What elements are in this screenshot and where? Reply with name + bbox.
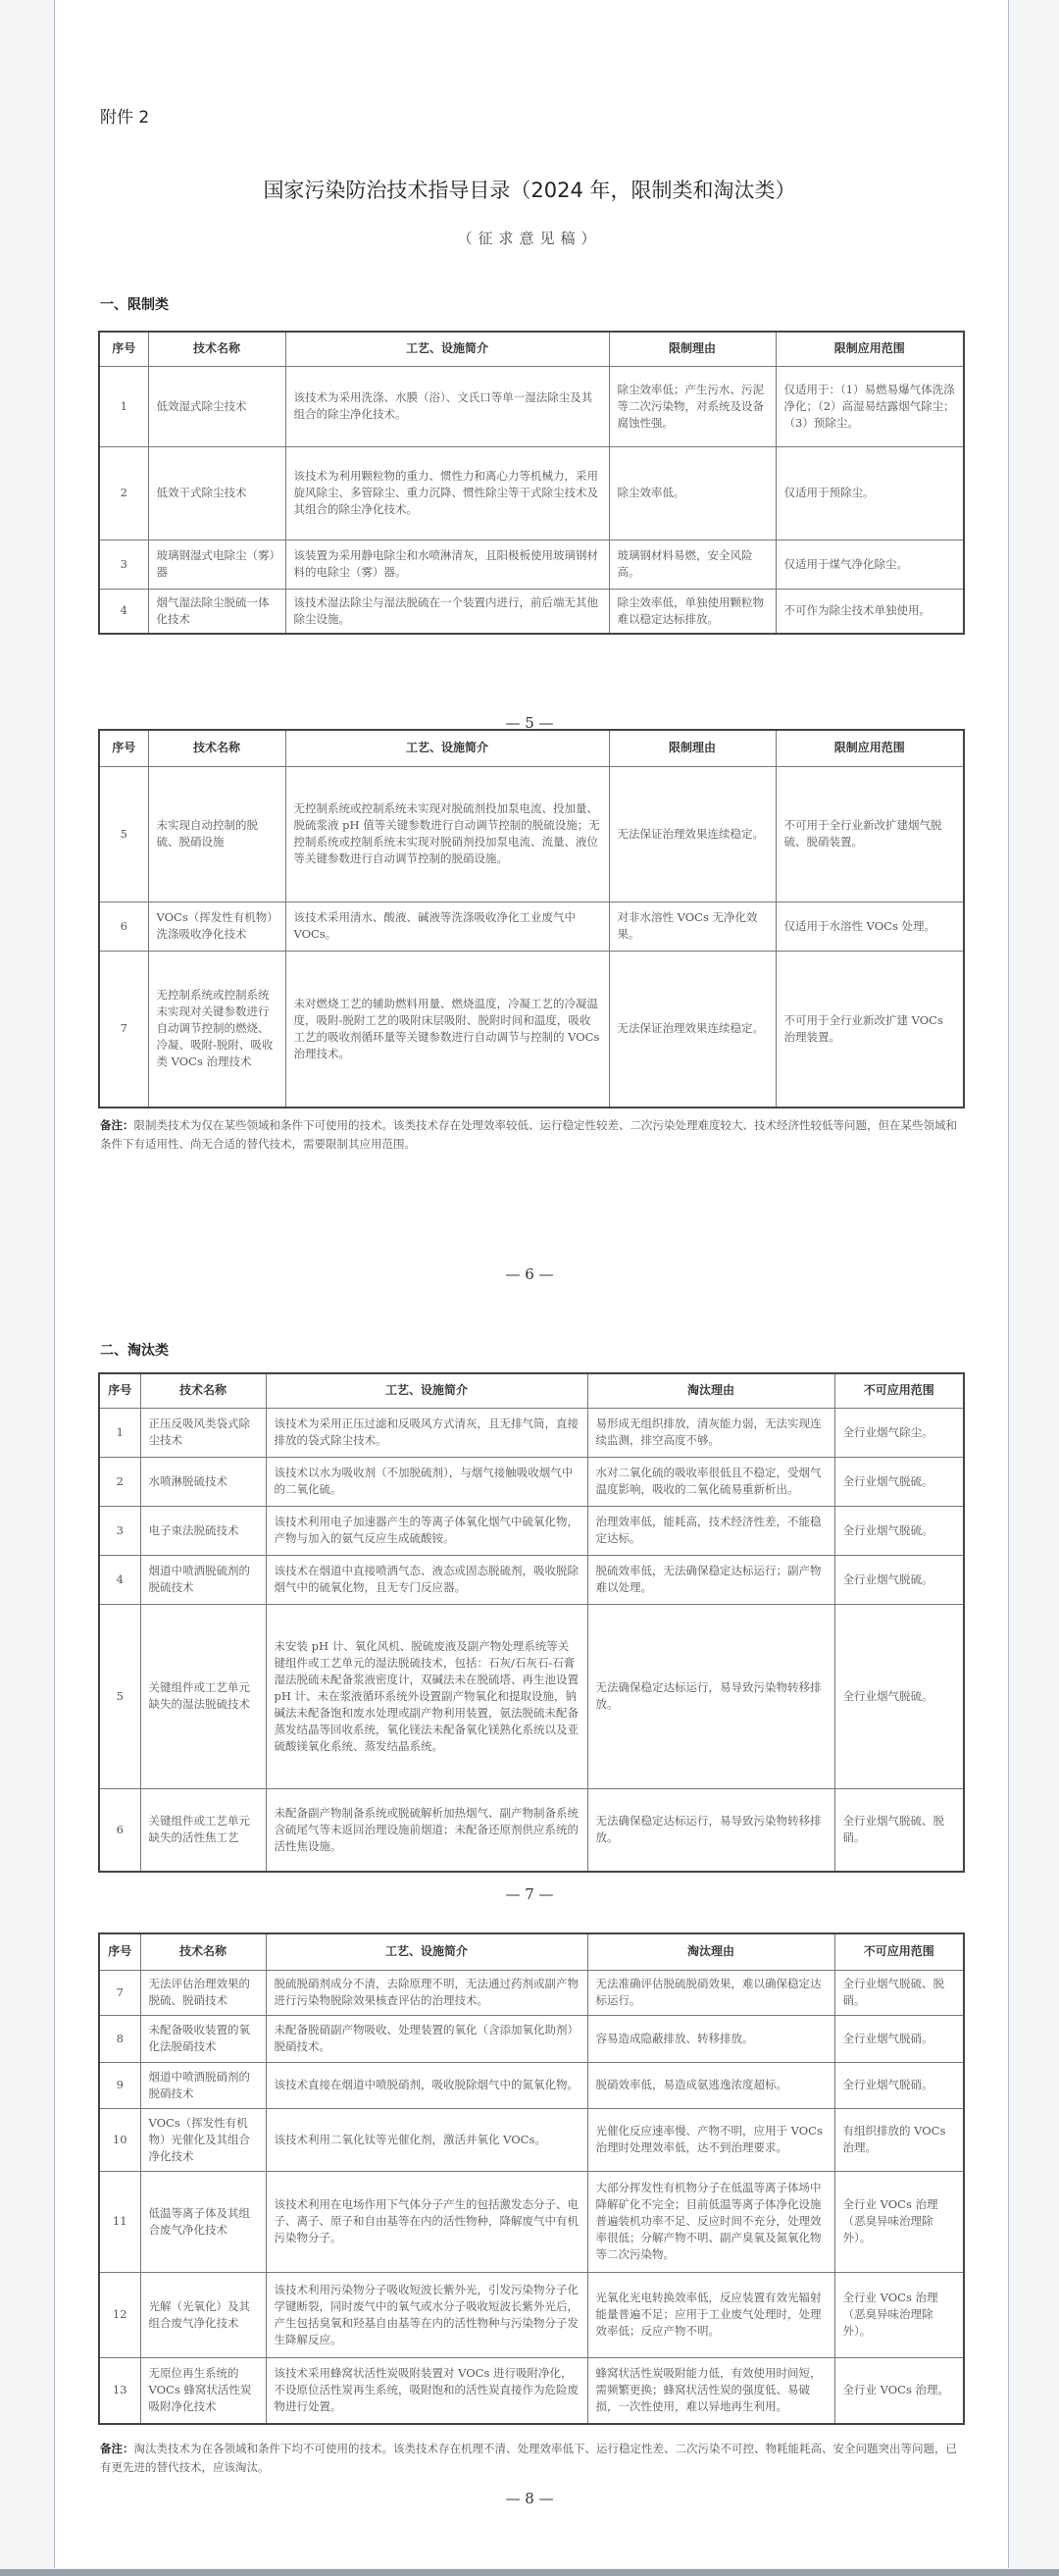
section-heading-restricted: 一、限制类 <box>100 297 169 313</box>
cell-reason: 对非水溶性 VOCs 无净化效果。 <box>609 902 776 951</box>
cell-reason: 大部分挥发性有机物分子在低温等离子体场中降解矿化不完全；目前低温等离子体净化设施普遍装机功率不足、反应时间不充分，处理效率很低；分解产物不明、副产臭氧及氮氧化物等二次污染物。 <box>587 2171 834 2272</box>
header-reason: 淘汰理由 <box>587 1373 834 1408</box>
table-row <box>99 2015 964 2062</box>
header-reason: 淘汰理由 <box>587 1933 834 1970</box>
cell-index: 1 <box>99 366 148 446</box>
cell-index: 13 <box>99 2357 140 2424</box>
table-row <box>99 2357 964 2424</box>
cell-reason: 易形成无组织排放，清灰能力弱，无法实现连续监测，排空高度不够。 <box>587 1408 834 1457</box>
table-header-row <box>99 1933 964 1970</box>
table-row <box>99 366 964 446</box>
cell-tech-name: 正压反吸风类袋式除尘技术 <box>140 1408 266 1457</box>
cell-description: 该技术利用电子加速器产生的等离子体氧化烟气中硫氧化物，产物与加入的氨气反应生成硫酸铵。 <box>266 1506 587 1555</box>
cell-index: 5 <box>99 1604 140 1788</box>
cell-tech-name: VOCs（挥发性有机物）光催化及其组合净化技术 <box>140 2108 266 2171</box>
table-row <box>99 589 964 634</box>
page-number: — 5 — <box>505 714 554 732</box>
cell-tech-name: 无法评估治理效果的脱硫、脱硝技术 <box>140 1970 266 2015</box>
cell-description: 该技术以水为吸收剂（不加脱硫剂），与烟气接触吸收烟气中的二氧化硫。 <box>266 1457 587 1506</box>
cell-scope: 全行业烟气脱硫、脱硝。 <box>834 1788 964 1872</box>
table-row <box>99 540 964 589</box>
eliminated-note <box>100 2440 961 2477</box>
cell-reason: 除尘效率低；产生污水、污泥等二次污染物，对系统及设备腐蚀性强。 <box>609 366 776 446</box>
cell-index: 4 <box>99 1555 140 1604</box>
cell-description: 未安装 pH 计、氧化风机、脱硫废液及副产物处理系统等关键组件或工艺单元的湿法脱硫技术，包括：石灰/石灰石-石膏湿法脱硫未配备浆液密度计，双碱法未在脱硫塔、再生池设置 pH 计、未在浆液循环系统外设置副产物氧化和提取设施，钠碱法未配备饱和废水处理或副产物利用装置，氨法脱硫未配备蒸发结晶等回收系统，氧化镁法未配备氧化镁熟化系统以及亚硫酸镁氧化系统、蒸发结晶系统。 <box>266 1604 587 1788</box>
note-label: 备注： <box>100 1118 134 1132</box>
cell-index: 1 <box>99 1408 140 1457</box>
header-index: 序号 <box>99 730 148 766</box>
header-description: 工艺、设施简介 <box>285 730 609 766</box>
eliminated-table-page8 <box>98 1932 965 2425</box>
page-number: — 7 — <box>505 1885 554 1903</box>
cell-tech-name: 光解（光氧化）及其组合废气净化技术 <box>140 2272 266 2357</box>
table-row <box>99 1970 964 2015</box>
cell-reason: 除尘效率低。 <box>609 446 776 540</box>
cell-scope: 不可用于全行业新改扩建 VOCs 治理装置。 <box>776 951 964 1108</box>
header-index: 序号 <box>99 332 148 366</box>
cell-index: 5 <box>99 766 148 902</box>
cell-reason: 蜂窝状活性炭吸附能力低，有效使用时间短，需频繁更换；蜂窝状活性炭的强度低、易破损，一次性使用，难以异地再生利用。 <box>587 2357 834 2424</box>
cell-reason: 无法确保稳定达标运行，易导致污染物转移排放。 <box>587 1788 834 1872</box>
header-index: 序号 <box>99 1373 140 1408</box>
cell-index: 6 <box>99 1788 140 1872</box>
cell-scope: 不可作为除尘技术单独使用。 <box>776 589 964 634</box>
cell-description: 该技术为采用洗涤、水膜（浴）、文氏口等单一湿法除尘及其组合的除尘净化技术。 <box>285 366 609 446</box>
cell-description: 该技术利用污染物分子吸收短波长紫外光，引发污染物分子化学键断裂，同时废气中的氧气或水分子吸收短波长紫外光后，产生包括臭氧和羟基自由基等在内的活性物种与污染物分子发生降解反应。 <box>266 2272 587 2357</box>
cell-description: 该技术采用清水、酸液、碱液等洗涤吸收净化工业废气中 VOCs。 <box>285 902 609 951</box>
table-row <box>99 1555 964 1604</box>
header-index: 序号 <box>99 1933 140 1970</box>
cell-description: 该技术利用二氧化钛等光催化剂，激活并氧化 VOCs。 <box>266 2108 587 2171</box>
header-description: 工艺、设施简介 <box>285 332 609 366</box>
cell-tech-name: 低温等离子体及其组合废气净化技术 <box>140 2171 266 2272</box>
header-scope: 不可应用范围 <box>834 1933 964 1970</box>
cell-scope: 全行业烟气脱硝。 <box>834 2015 964 2062</box>
cell-index: 3 <box>99 540 148 589</box>
cell-reason: 除尘效率低，单独使用颗粒物难以稳定达标排放。 <box>609 589 776 634</box>
cell-description: 未对燃烧工艺的辅助燃料用量、燃烧温度，冷凝工艺的冷凝温度，吸附-脱附工艺的吸附床层吸附、脱附时间和温度，吸收工艺的吸收剂循环量等关键参数进行自动调节与控制的 VOCs 治理技术。 <box>285 951 609 1108</box>
table-row <box>99 1788 964 1872</box>
cell-scope: 仅适用于煤气净化除尘。 <box>776 540 964 589</box>
cell-description: 该装置为采用静电除尘和水喷淋清灰，且阳极板使用玻璃钢材料的电除尘（雾）器。 <box>285 540 609 589</box>
cell-reason: 无法确保稳定达标运行，易导致污染物转移排放。 <box>587 1604 834 1788</box>
cell-scope: 仅适用于水溶性 VOCs 处理。 <box>776 902 964 951</box>
cell-scope: 全行业烟气脱硫。 <box>834 1555 964 1604</box>
cell-scope: 全行业烟气脱硫。 <box>834 1506 964 1555</box>
table-row <box>99 1457 964 1506</box>
restricted-table-page5 <box>98 331 965 635</box>
cell-index: 2 <box>99 1457 140 1506</box>
eliminated-table-page7 <box>98 1372 965 1873</box>
cell-reason: 脱硝效率低，易造成氨逃逸浓度超标。 <box>587 2062 834 2108</box>
cell-tech-name: 电子束法脱硫技术 <box>140 1506 266 1555</box>
note-text: 限制类技术为仅在某些领域和条件下可使用的技术。该类技术存在处理效率较低、运行稳定性较差、二次污染处理难度较大、技术经济性较低等问题，但在某些领域和条件下有适用性、尚无合适的替代技术，需要限制其应用范围。 <box>100 1118 957 1151</box>
cell-scope: 全行业烟气脱硫。 <box>834 1604 964 1788</box>
cell-tech-name: 低效湿式除尘技术 <box>148 366 285 446</box>
cell-index: 3 <box>99 1506 140 1555</box>
table-header-row <box>99 1373 964 1408</box>
cell-scope: 有组织排放的 VOCs 治理。 <box>834 2108 964 2171</box>
cell-tech-name: 关键组件或工艺单元缺失的湿法脱硫技术 <box>140 1604 266 1788</box>
document-subtitle: （征求意见稿） <box>457 230 602 247</box>
cell-reason: 脱硫效率低，无法确保稳定达标运行；副产物难以处理。 <box>587 1555 834 1604</box>
cell-scope: 全行业 VOCs 治理（恶臭异味治理除外）。 <box>834 2272 964 2357</box>
cell-scope: 不可用于全行业新改扩建烟气脱硫、脱硝装置。 <box>776 766 964 902</box>
cell-scope: 全行业 VOCs 治理。 <box>834 2357 964 2424</box>
cell-index: 11 <box>99 2171 140 2272</box>
cell-tech-name: 无原位再生系统的 VOCs 蜂窝状活性炭吸附净化技术 <box>140 2357 266 2424</box>
cell-index: 9 <box>99 2062 140 2108</box>
cell-description: 该技术利用在电场作用下气体分子产生的包括激发态分子、电子、离子、原子和自由基等在内的活性物种，降解废气中有机污染物分子。 <box>266 2171 587 2272</box>
table-row <box>99 1604 964 1788</box>
cell-scope: 仅适用于：（1）易燃易爆气体洗涤净化；（2）高湿易结露烟气除尘；（3）预除尘。 <box>776 366 964 446</box>
table-row <box>99 2171 964 2272</box>
header-reason: 限制理由 <box>609 332 776 366</box>
cell-reason: 光催化反应速率慢、产物不明，应用于 VOCs 治理时处理效率低，达不到治理要求。 <box>587 2108 834 2171</box>
table-row <box>99 766 964 902</box>
page-bottom-edge <box>0 2569 1059 2576</box>
table-row <box>99 2272 964 2357</box>
cell-description: 该技术为采用正压过滤和反吸风方式清灰，且无排气筒，直接排放的袋式除尘技术。 <box>266 1408 587 1457</box>
section-heading-eliminated: 二、淘汰类 <box>100 1343 169 1359</box>
cell-index: 7 <box>99 1970 140 2015</box>
table-row <box>99 1506 964 1555</box>
cell-tech-name: 低效干式除尘技术 <box>148 446 285 540</box>
table-row <box>99 446 964 540</box>
attachment-label: 附件 2 <box>100 108 150 128</box>
header-description: 工艺、设施简介 <box>266 1933 587 1970</box>
cell-description: 该技术在烟道中直接喷洒气态、液态或固态脱硫剂，吸收脱除烟气中的硫氧化物，且无专门反应器。 <box>266 1555 587 1604</box>
cell-tech-name: VOCs（挥发性有机物）洗涤吸收净化技术 <box>148 902 285 951</box>
cell-scope: 全行业烟气除尘。 <box>834 1408 964 1457</box>
table-header-row <box>99 730 964 766</box>
cell-tech-name: 玻璃钢湿式电除尘（雾）器 <box>148 540 285 589</box>
document-title: 国家污染防治技术指导目录（2024 年，限制类和淘汰类） <box>263 179 796 202</box>
cell-description: 该技术采用蜂窝状活性炭吸附装置对 VOCs 进行吸附净化，不设原位活性炭再生系统，吸附饱和的活性炭直接作为危险废物进行处置。 <box>266 2357 587 2424</box>
header-tech-name: 技术名称 <box>148 730 285 766</box>
cell-reason: 容易造成隐蔽排放、转移排放。 <box>587 2015 834 2062</box>
cell-index: 10 <box>99 2108 140 2171</box>
header-reason: 限制理由 <box>609 730 776 766</box>
cell-scope: 全行业烟气脱硫。 <box>834 1457 964 1506</box>
header-scope: 限制应用范围 <box>776 332 964 366</box>
header-description: 工艺、设施简介 <box>266 1373 587 1408</box>
cell-index: 8 <box>99 2015 140 2062</box>
cell-index: 2 <box>99 446 148 540</box>
cell-reason: 无法保证治理效果连续稳定。 <box>609 766 776 902</box>
table-header-row <box>99 332 964 366</box>
cell-description: 该技术湿法除尘与湿法脱硫在一个装置内进行，前后端无其他除尘设施。 <box>285 589 609 634</box>
page-number: — 6 — <box>505 1265 554 1283</box>
header-scope: 限制应用范围 <box>776 730 964 766</box>
cell-reason: 无法保证治理效果连续稳定。 <box>609 951 776 1108</box>
table-row <box>99 902 964 951</box>
cell-index: 4 <box>99 589 148 634</box>
cell-description: 该技术为利用颗粒物的重力、惯性力和离心力等机械力，采用旋风除尘、多管除尘、重力沉降、惯性除尘等干式除尘技术及其组合的除尘净化技术。 <box>285 446 609 540</box>
cell-reason: 治理效率低，能耗高，技术经济性差，不能稳定达标。 <box>587 1506 834 1555</box>
restricted-table-page6 <box>98 729 965 1108</box>
cell-tech-name: 烟气湿法除尘脱硫一体化技术 <box>148 589 285 634</box>
cell-tech-name: 关键组件或工艺单元缺失的活性焦工艺 <box>140 1788 266 1872</box>
cell-scope: 全行业烟气脱硝。 <box>834 2062 964 2108</box>
note-label: 备注： <box>100 2442 134 2455</box>
cell-description: 脱硫脱硝剂成分不清，去除原理不明，无法通过药剂或副产物进行污染物脱除效果核查评估的治理技术。 <box>266 1970 587 2015</box>
header-tech-name: 技术名称 <box>148 332 285 366</box>
cell-description: 未配备副产物制备系统或脱硫解析加热烟气、副产物制备系统含硫尾气等未返回治理设施前烟道；未配备还原剂供应系统的活性焦设施。 <box>266 1788 587 1872</box>
cell-description: 无控制系统或控制系统未实现对脱硫剂投加泵电流、投加量、脱硫浆液 pH 值等关键参数进行自动调节控制的脱硫设施；无控制系统或控制系统未实现对脱硝剂投加泵电流、流量、液位等关键参数进行自动调节控制的脱硝设施。 <box>285 766 609 902</box>
cell-index: 7 <box>99 951 148 1108</box>
header-tech-name: 技术名称 <box>140 1373 266 1408</box>
cell-scope: 全行业烟气脱硫、脱硝。 <box>834 1970 964 2015</box>
cell-scope: 仅适用于预除尘。 <box>776 446 964 540</box>
cell-description: 该技术直接在烟道中喷脱硝剂，吸收脱除烟气中的氮氧化物。 <box>266 2062 587 2108</box>
cell-tech-name: 未配备吸收装置的氧化法脱硝技术 <box>140 2015 266 2062</box>
table-row <box>99 951 964 1108</box>
cell-tech-name: 烟道中喷洒脱硝剂的脱硝技术 <box>140 2062 266 2108</box>
restricted-note <box>100 1116 961 1154</box>
cell-reason: 玻璃钢材料易燃，安全风险高。 <box>609 540 776 589</box>
table-row <box>99 1408 964 1457</box>
cell-description: 未配备脱硝副产物吸收、处理装置的氧化（含添加氧化助剂）脱硝技术。 <box>266 2015 587 2062</box>
table-row <box>99 2108 964 2171</box>
header-scope: 不可应用范围 <box>834 1373 964 1408</box>
header-tech-name: 技术名称 <box>140 1933 266 1970</box>
page-number: — 8 — <box>505 2490 554 2507</box>
cell-index: 6 <box>99 902 148 951</box>
cell-reason: 光氧化光电转换效率低，反应装置有效光辐射能量普遍不足；应用于工业废气处理时，处理效率低；反应产物不明。 <box>587 2272 834 2357</box>
cell-index: 12 <box>99 2272 140 2357</box>
cell-scope: 全行业 VOCs 治理（恶臭异味治理除外）。 <box>834 2171 964 2272</box>
cell-reason: 无法准确评估脱硫脱硝效果，难以确保稳定达标运行。 <box>587 1970 834 2015</box>
table-row <box>99 2062 964 2108</box>
cell-tech-name: 烟道中喷洒脱硫剂的脱硫技术 <box>140 1555 266 1604</box>
cell-tech-name: 未实现自动控制的脱硫、脱硝设施 <box>148 766 285 902</box>
cell-tech-name: 水喷淋脱硫技术 <box>140 1457 266 1506</box>
cell-tech-name: 无控制系统或控制系统未实现对关键参数进行自动调节控制的燃烧、冷凝、吸附-脱附、吸收类 VOCs 治理技术 <box>148 951 285 1108</box>
cell-reason: 水对二氧化硫的吸收率很低且不稳定，受烟气温度影响，吸收的二氧化硫易重新析出。 <box>587 1457 834 1506</box>
note-text: 淘汰类技术为在各领域和条件下均不可使用的技术。该类技术存在机理不清、处理效率低下、运行稳定性差、二次污染不可控、物耗能耗高、安全问题突出等问题，已有更先进的替代技术，应该淘汰。 <box>100 2442 957 2474</box>
